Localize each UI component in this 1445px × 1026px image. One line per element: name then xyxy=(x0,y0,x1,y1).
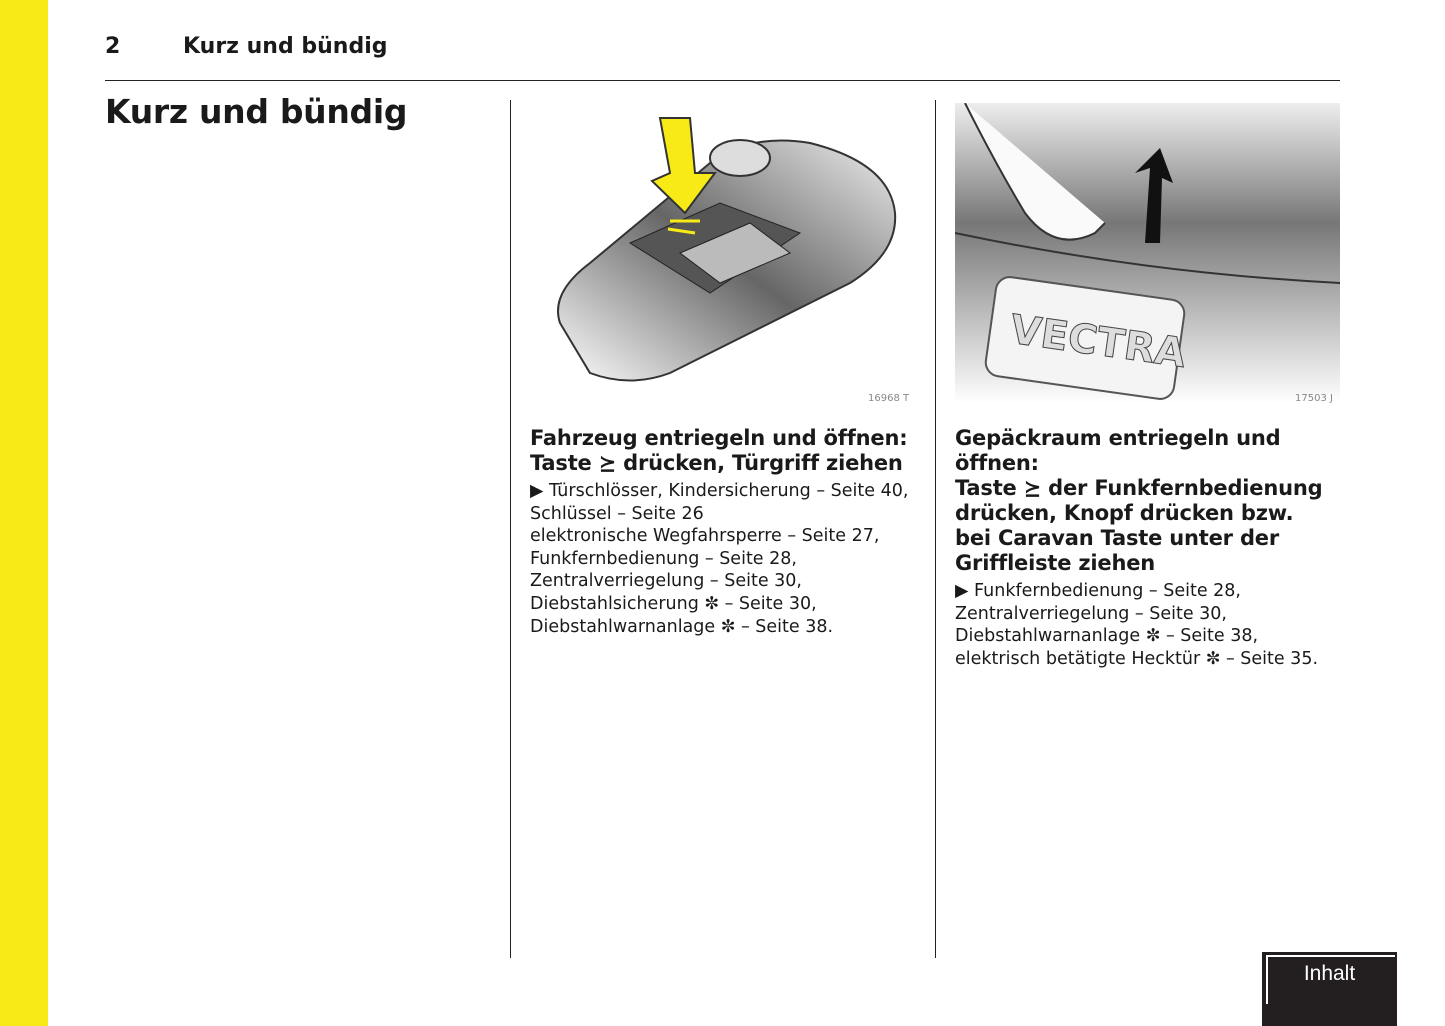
reference-line[interactable]: Diebstahlwarnanlage ✼ – Seite 38. xyxy=(530,616,834,637)
column-divider xyxy=(510,100,511,958)
reference-line[interactable]: ▶ Funkfernbedienung – Seite 28, xyxy=(955,581,1241,601)
reference-line[interactable]: ▶ Türschlösser, Kindersicherung – Seite 40, xyxy=(530,481,909,501)
contents-button[interactable] xyxy=(1262,952,1397,1026)
reference-line[interactable]: Diebstahlsicherung ✼ – Seite 30, xyxy=(530,593,817,614)
running-title: Kurz und bündig xyxy=(183,34,388,59)
reference-line[interactable]: Zentralverriegelung – Seite 30, xyxy=(955,603,1227,624)
heading-line: öffnen: xyxy=(955,451,1039,475)
license-plate-text: VECTRA xyxy=(1007,306,1189,377)
heading-line: Taste ⪰ drücken, Türgriff ziehen xyxy=(530,451,903,475)
heading-line: Taste ⪰ der Funkfernbedienung xyxy=(955,476,1323,500)
section-unlock-trunk xyxy=(955,426,1355,670)
heading-line: Griffleiste ziehen xyxy=(955,551,1156,575)
column-divider xyxy=(935,100,936,958)
yellow-edge-tab xyxy=(0,0,48,1026)
reference-line[interactable]: Schlüssel – Seite 26 xyxy=(530,503,704,524)
section-heading xyxy=(530,426,930,476)
reference-line[interactable]: Zentralverriegelung – Seite 30, xyxy=(530,571,802,592)
reference-line[interactable]: Funkfernbedienung – Seite 28, xyxy=(530,548,797,569)
heading-line: Gepäckraum entriegeln und xyxy=(955,426,1281,450)
section-heading xyxy=(955,426,1355,576)
page-number: 2 xyxy=(105,34,121,59)
contents-label: Inhalt xyxy=(1303,962,1356,985)
page-title: Kurz und bündig xyxy=(105,92,408,131)
reference-line[interactable]: elektrisch betätigte Hecktür ✼ – Seite 35. xyxy=(955,648,1319,669)
reference-line[interactable]: elektronische Wegfahrsperre – Seite 27, xyxy=(530,526,880,547)
figure-number: 17503 J xyxy=(1295,393,1333,404)
key-fob-illustration xyxy=(530,103,915,403)
cross-references xyxy=(955,580,1355,670)
tailgate-illustration xyxy=(955,103,1340,403)
cross-references xyxy=(530,480,930,638)
heading-line: bei Caravan Taste unter der xyxy=(955,526,1279,550)
header-rule xyxy=(105,80,1340,81)
heading-line: Fahrzeug entriegeln und öffnen: xyxy=(530,426,908,450)
heading-line: drücken, Knopf drücken bzw. xyxy=(955,501,1294,525)
figure-number: 16968 T xyxy=(868,393,910,404)
section-unlock-vehicle xyxy=(530,426,930,638)
reference-line[interactable]: Diebstahlwarnanlage ✼ – Seite 38, xyxy=(955,626,1259,647)
